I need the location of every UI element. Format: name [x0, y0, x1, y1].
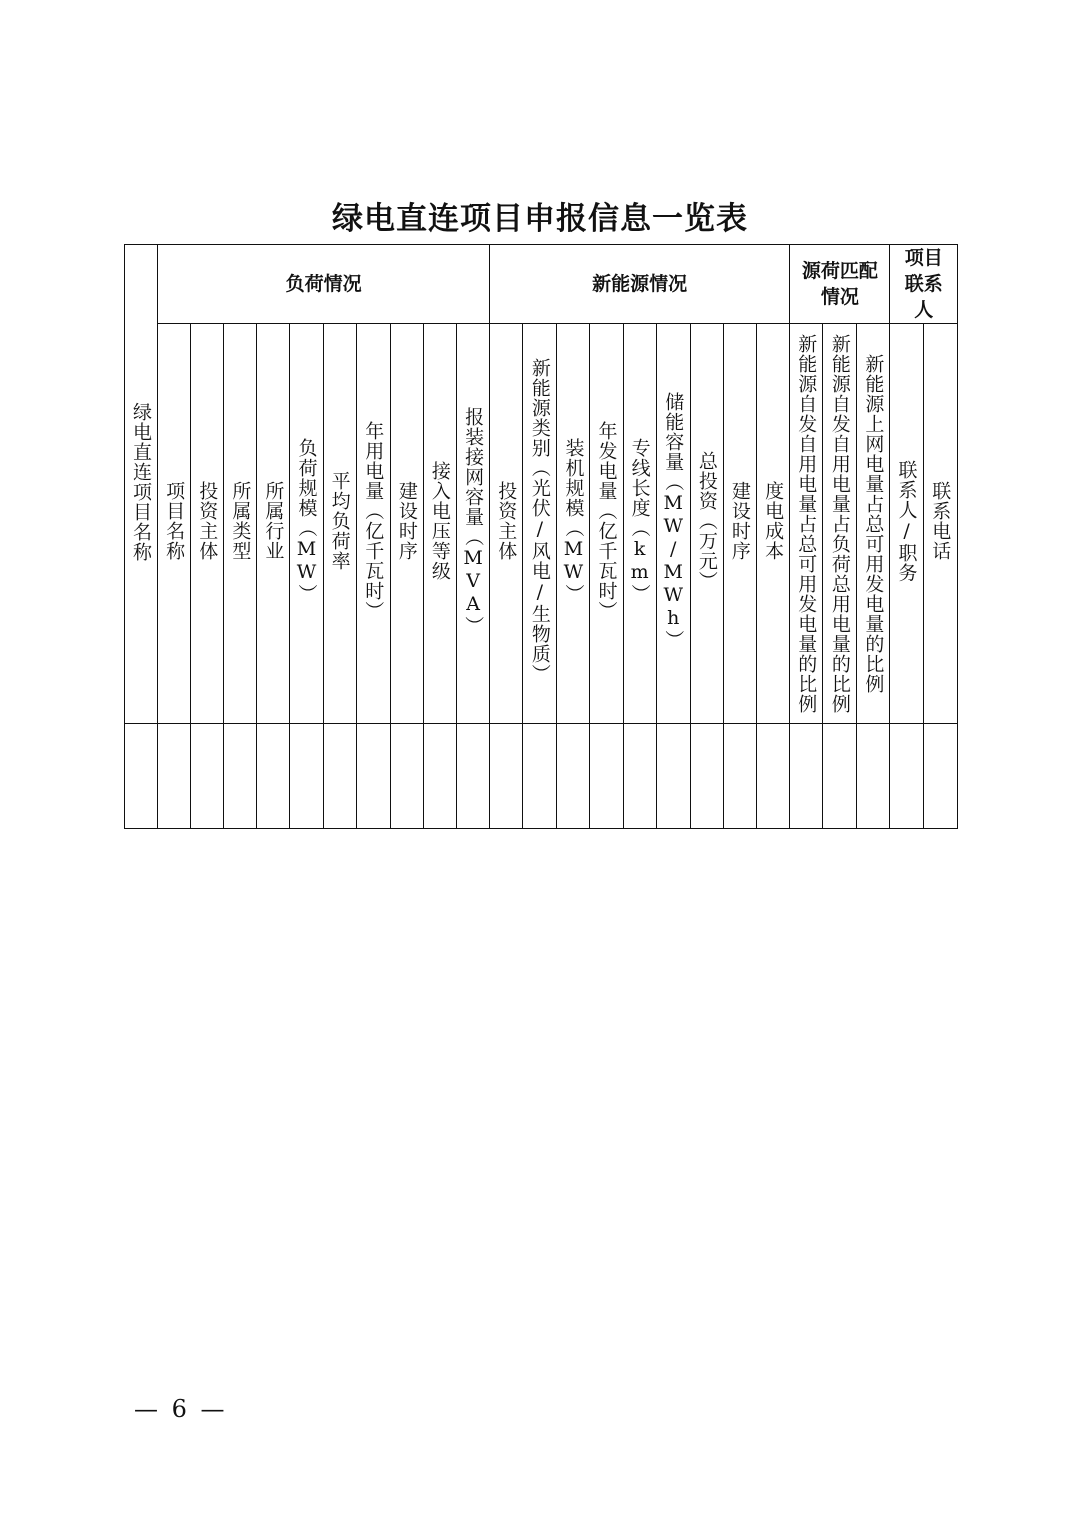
contact-group-header	[890, 245, 958, 324]
matching-group-label: 源荷匹配情况	[801, 260, 878, 308]
column-header-label: 储能容量（MW/MWh）	[662, 392, 685, 650]
table-cell	[456, 724, 489, 829]
table-cell	[523, 724, 557, 829]
column-header	[224, 324, 257, 724]
table-cell	[557, 724, 590, 829]
column-header	[690, 324, 723, 724]
column-header-label: 所属行业	[262, 481, 285, 561]
column-header	[323, 324, 356, 724]
project-name-header-label: 绿电直连项目名称	[130, 401, 153, 562]
table-cell	[423, 724, 456, 829]
column-header-label: 年发电量（亿千瓦时）	[595, 421, 618, 621]
column-header	[290, 324, 323, 724]
matching-group-header	[790, 245, 890, 324]
column-header	[623, 324, 656, 724]
column-header-label: 新能源上网电量占总可用发电量的比例	[862, 353, 885, 694]
project-name-header	[125, 245, 158, 724]
column-header-label: 建设时序	[728, 481, 751, 561]
column-header-label: 总投资（万元）	[695, 451, 718, 591]
contact-group-label: 项目联系人	[904, 247, 943, 321]
column-header	[723, 324, 756, 724]
column-header-label: 投资主体	[495, 481, 518, 561]
column-header-label: 项目名称	[163, 481, 186, 561]
page-number: — 6 —	[134, 1395, 228, 1423]
column-header	[523, 324, 557, 724]
declaration-table	[124, 244, 958, 829]
column-header	[857, 324, 890, 724]
table-cell	[356, 724, 390, 829]
column-header	[923, 324, 957, 724]
table-row	[125, 724, 958, 829]
table-cell	[656, 724, 690, 829]
table-cell	[125, 724, 158, 829]
group-header-row	[125, 245, 958, 324]
table-cell	[923, 724, 957, 829]
column-header	[158, 324, 191, 724]
table-cell	[756, 724, 789, 829]
column-header-label: 建设时序	[395, 481, 418, 561]
column-header	[590, 324, 623, 724]
column-header-label: 装机规模（MW）	[562, 438, 585, 604]
table-cell	[590, 724, 623, 829]
column-header-label: 新能源类别（光伏/风电/生物质）	[528, 358, 551, 684]
table-cell	[290, 724, 323, 829]
table-cell	[723, 724, 756, 829]
column-header	[390, 324, 423, 724]
column-header	[890, 324, 923, 724]
new-energy-group-header	[490, 245, 790, 324]
column-header	[557, 324, 590, 724]
table-cell	[158, 724, 191, 829]
column-header-label: 联系电话	[929, 481, 952, 561]
column-header-label: 平均负荷率	[328, 471, 351, 571]
table-cell	[790, 724, 823, 829]
column-header-row	[125, 324, 958, 724]
column-header-label: 所属类型	[229, 481, 252, 561]
column-header-label: 度电成本	[762, 481, 785, 561]
column-header	[191, 324, 224, 724]
column-header-label: 专线长度（km）	[628, 438, 651, 604]
column-header	[656, 324, 690, 724]
page-title: 绿电直连项目申报信息一览表	[332, 201, 748, 237]
table-cell	[257, 724, 290, 829]
column-header-label: 报装接网容量（MVA）	[462, 406, 485, 636]
table-cell	[890, 724, 923, 829]
column-header	[456, 324, 489, 724]
table-cell	[690, 724, 723, 829]
column-header	[823, 324, 857, 724]
table-cell	[857, 724, 890, 829]
load-group-header	[158, 245, 490, 324]
column-header-label: 联系人/职务	[895, 459, 918, 583]
column-header-label: 投资主体	[196, 481, 219, 561]
column-header-label: 新能源自发自用电量占负荷总用电量的比例	[828, 333, 851, 714]
column-header-label: 接入电压等级	[428, 461, 451, 581]
table-cell	[823, 724, 857, 829]
column-header-label: 年用电量（亿千瓦时）	[362, 421, 385, 621]
column-header-label: 负荷规模（MW）	[295, 438, 318, 604]
column-header	[257, 324, 290, 724]
table-cell	[323, 724, 356, 829]
load-group-label: 负荷情况	[285, 273, 362, 295]
table-cell	[490, 724, 523, 829]
column-header	[490, 324, 523, 724]
new-energy-group-label: 新能源情况	[592, 273, 688, 295]
column-header	[423, 324, 456, 724]
column-header	[356, 324, 390, 724]
table-cell	[390, 724, 423, 829]
column-header	[756, 324, 789, 724]
table-cell	[623, 724, 656, 829]
table-cell	[224, 724, 257, 829]
column-header	[790, 324, 823, 724]
column-header-label: 新能源自发自用电量占总可用发电量的比例	[795, 333, 818, 714]
table-cell	[191, 724, 224, 829]
